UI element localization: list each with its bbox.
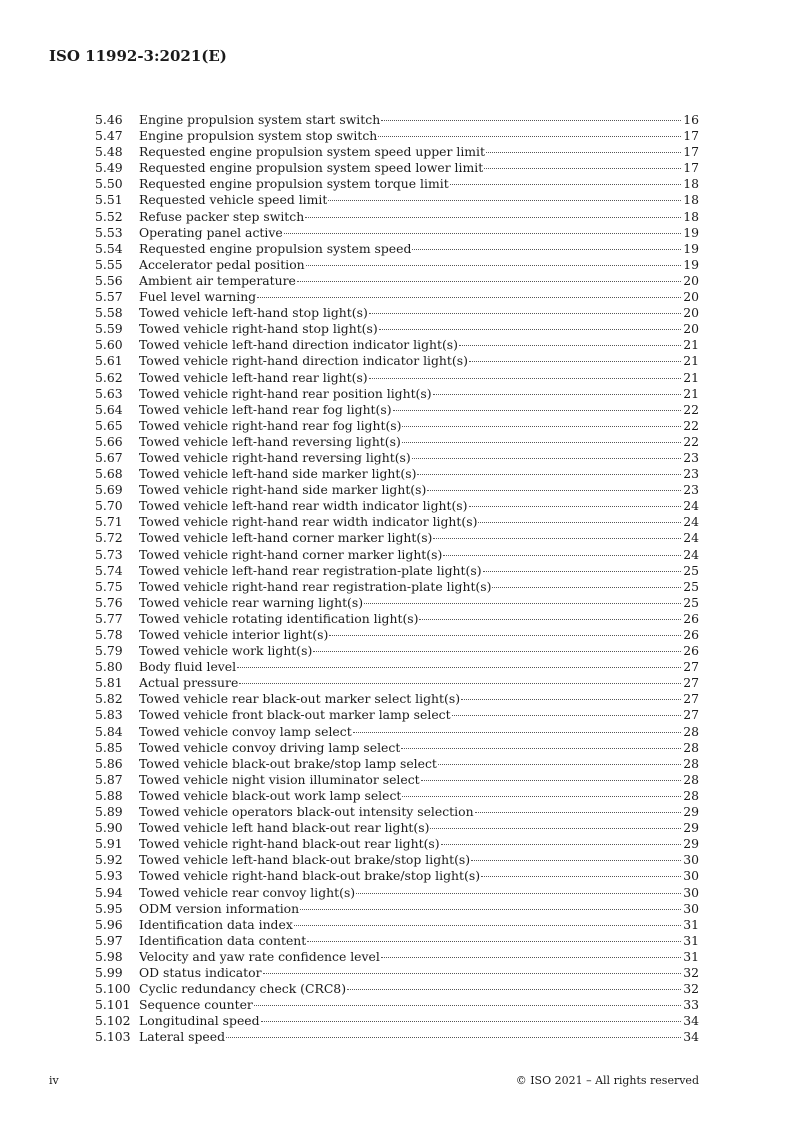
toc-entry[interactable] [95,418,699,434]
toc-entry-title: Towed vehicle right-hand rear registration-plate light(s) [139,578,492,594]
toc-entry-page: 34 [683,1029,699,1045]
toc-entry[interactable] [95,434,699,450]
toc-dot-leader [483,571,682,572]
toc-entry[interactable] [95,611,699,627]
toc-entry-page: 20 [683,321,699,337]
toc-entry-page: 18 [683,176,699,192]
toc-entry-title: Requested engine propulsion system speed [139,240,412,256]
toc-entry-title: Towed vehicle right-hand rear fog light(s) [139,417,402,433]
toc-dot-leader [307,941,681,942]
toc-entry-page: 19 [683,256,699,272]
toc-entry-page: 30 [683,852,699,868]
toc-entry-title: Towed vehicle black-out brake/stop lamp select [139,755,437,771]
toc-dot-leader [402,426,681,427]
toc-entry-title: Velocity and yaw rate confidence level [139,948,380,964]
toc-entry[interactable] [95,1029,699,1045]
toc-entry[interactable] [95,691,699,707]
toc-entry-page: 21 [683,385,699,401]
toc-entry-title: Towed vehicle right-hand corner marker light(s) [139,546,443,562]
toc-entry-title: Operating panel active [139,224,283,240]
toc-dot-leader [369,313,681,314]
toc-entry-page: 27 [683,691,699,707]
toc-dot-leader [443,555,681,556]
toc-entry-number: 5.65 [95,417,123,433]
toc-entry-number: 5.100 [95,981,131,997]
toc-dot-leader [356,893,681,894]
toc-entry-number: 5.61 [95,353,123,369]
toc-entry-title: Towed vehicle left-hand rear light(s) [139,369,368,385]
toc-entry[interactable] [95,885,699,901]
toc-entry-page: 29 [683,836,699,852]
toc-entry-title: Towed vehicle rear black-out marker select light(s) [139,691,461,707]
toc-entry-title: Towed vehicle left-hand reversing light(s) [139,433,401,449]
toc-entry[interactable] [95,209,699,225]
toc-entry[interactable] [95,997,699,1013]
toc-dot-leader [452,715,682,716]
toc-entry-number: 5.93 [95,868,123,884]
toc-entry-page: 24 [683,546,699,562]
toc-entry-page: 29 [683,820,699,836]
toc-entry-title: Towed vehicle operators black-out intensity selection [139,804,474,820]
toc-entry[interactable] [95,547,699,563]
toc-entry-page: 18 [683,208,699,224]
toc-dot-leader [471,860,681,861]
toc-entry-number: 5.88 [95,787,123,803]
footer-page-number: iv [49,1074,59,1087]
toc-entry-page: 26 [683,643,699,659]
toc-entry[interactable] [95,402,699,418]
toc-entry-title: Towed vehicle convoy lamp select [139,723,352,739]
toc-dot-leader [261,1021,682,1022]
toc-entry-title: Towed vehicle work light(s) [139,643,313,659]
toc-entry-page: 28 [683,771,699,787]
toc-entry-number: 5.78 [95,627,123,642]
toc-entry[interactable] [95,788,699,804]
toc-entry-number: 5.85 [95,739,123,755]
toc-entry[interactable] [95,707,699,723]
toc-entry-title: Actual pressure [139,675,239,691]
toc-entry[interactable] [95,337,699,353]
toc-entry-number: 5.77 [95,610,123,626]
toc-entry-number: 5.66 [95,433,123,449]
toc-dot-leader [469,506,682,507]
toc-entry-title: Towed vehicle left-hand side marker light(s) [139,466,417,482]
toc-entry[interactable] [95,675,699,691]
toc-entry[interactable] [95,192,699,208]
toc-entry-page: 19 [683,224,699,240]
toc-dot-leader [294,925,681,926]
toc-entry-title: Towed vehicle rear convoy light(s) [139,884,356,900]
toc-entry-title: Towed vehicle left-hand rear fog light(s) [139,401,392,417]
toc-entry[interactable] [95,514,699,530]
toc-entry-page: 17 [683,144,699,160]
toc-dot-leader [402,796,681,797]
toc-entry-page: 22 [683,401,699,417]
toc-entry-page: 21 [683,369,699,385]
toc-entry-number: 5.75 [95,578,123,594]
toc-entry-page: 25 [683,594,699,610]
toc-entry-number: 5.46 [95,112,123,127]
toc-entry-title: Towed vehicle right-hand rear width indicator light(s) [139,514,478,530]
toc-entry[interactable] [95,386,699,402]
toc-entry[interactable] [95,498,699,514]
toc-entry-number: 5.64 [95,401,123,417]
toc-entry-number: 5.101 [95,997,131,1013]
toc-entry-page: 24 [683,514,699,530]
toc-entry-page: 27 [683,675,699,691]
toc-entry-page: 23 [683,466,699,482]
toc-entry-number: 5.58 [95,305,123,321]
toc-entry-number: 5.76 [95,594,123,610]
toc-entry-page: 28 [683,739,699,755]
toc-entry-page: 32 [683,981,699,997]
toc-entry-page: 20 [683,289,699,305]
toc-entry-number: 5.56 [95,272,123,288]
toc-entry-title: Requested vehicle speed limit [139,192,328,208]
toc-entry-page: 21 [683,337,699,353]
toc-entry-title: Towed vehicle rear warning light(s) [139,594,364,610]
toc-entry-number: 5.72 [95,530,123,546]
toc-dot-leader [486,152,681,153]
toc-entry[interactable] [95,740,699,756]
toc-entry-number: 5.51 [95,192,123,208]
toc-entry-title: OD status indicator [139,964,262,980]
toc-entry[interactable] [95,466,699,482]
toc-entry-number: 5.54 [95,240,123,256]
toc-entry[interactable] [95,901,699,917]
toc-entry-number: 5.99 [95,964,123,980]
toc-entry-number: 5.50 [95,176,123,192]
toc-entry-title: Identification data content [139,932,307,948]
toc-dot-leader [353,732,682,733]
toc-dot-leader [459,345,681,346]
toc-entry-title: Lateral speed [139,1029,226,1045]
toc-dot-leader [379,329,682,330]
toc-entry[interactable] [95,305,699,321]
toc-entry-page: 31 [683,932,699,948]
toc-entry-page: 27 [683,707,699,723]
toc-dot-leader [433,538,681,539]
toc-entry-title: Body fluid level [139,659,237,675]
toc-entry-number: 5.97 [95,932,123,948]
toc-dot-leader [419,619,681,620]
toc-dot-leader [393,410,682,411]
toc-entry-number: 5.89 [95,804,123,820]
toc-entry-number: 5.84 [95,723,123,739]
toc-entry-title: Towed vehicle front black-out marker lamp select [139,707,451,723]
toc-entry-number: 5.86 [95,755,123,771]
toc-entry-page: 20 [683,272,699,288]
toc-entry-title: Towed vehicle right-hand reversing light(s) [139,449,411,465]
toc-entry[interactable] [95,370,699,386]
toc-entry-page: 31 [683,948,699,964]
toc-entry-number: 5.80 [95,659,123,675]
toc-entry-number: 5.60 [95,337,123,353]
toc-entry[interactable] [95,353,699,369]
toc-entry-number: 5.62 [95,369,123,385]
toc-dot-leader [306,265,682,266]
toc-entry-title: Towed vehicle right-hand direction indicator light(s) [139,353,468,369]
footer-copyright: © ISO 2021 – All rights reserved [515,1074,699,1087]
toc-entry-number: 5.63 [95,385,123,401]
toc-entry[interactable] [95,659,699,675]
toc-entry-page: 18 [683,192,699,208]
toc-entry[interactable] [95,563,699,579]
toc-entry-page: 17 [683,160,699,176]
toc-dot-leader [475,812,682,813]
page-footer [49,1074,699,1087]
toc-entry-page: 25 [683,562,699,578]
toc-dot-leader [300,909,681,910]
toc-entry-page: 26 [683,610,699,626]
toc-dot-leader [237,667,681,668]
toc-dot-leader [417,474,681,475]
toc-entry[interactable] [95,772,699,788]
toc-dot-leader [239,683,681,684]
toc-entry-number: 5.48 [95,144,123,160]
toc-entry-title: Accelerator pedal position [139,256,305,272]
toc-dot-leader [329,635,681,636]
toc-entry-title: Refuse packer step switch [139,208,305,224]
toc-entry-title: Towed vehicle left-hand stop light(s) [139,305,368,321]
toc-dot-leader [450,184,682,185]
toc-entry-number: 5.95 [95,900,123,916]
toc-entry-title: Sequence counter [139,997,253,1013]
toc-entry[interactable] [95,128,699,144]
toc-entry[interactable] [95,482,699,498]
toc-entry-page: 27 [683,659,699,675]
toc-entry-number: 5.55 [95,256,123,272]
toc-dot-leader [402,442,681,443]
toc-entry-page: 16 [683,112,699,127]
toc-dot-leader [412,249,681,250]
toc-entry-page: 30 [683,884,699,900]
toc-entry-number: 5.92 [95,852,123,868]
toc-entry-title: Ambient air temperature [139,272,296,288]
toc-entry-title: Towed vehicle night vision illuminator select [139,771,420,787]
toc-dot-leader [381,957,681,958]
toc-entry[interactable] [95,981,699,997]
toc-entry-title: Towed vehicle right-hand black-out rear light(s) [139,836,440,852]
toc-entry-page: 28 [683,787,699,803]
toc-entry-title: Longitudinal speed [139,1013,260,1029]
toc-entry-title: Cyclic redundancy check (CRC8) [139,981,347,997]
toc-entry-title: Towed vehicle interior light(s) [139,627,329,642]
toc-entry-title: Towed vehicle right-hand rear position light(s) [139,385,432,401]
toc-entry-title: Towed vehicle left-hand corner marker light(s) [139,530,433,546]
toc-entry[interactable] [95,530,699,546]
toc-entry-number: 5.91 [95,836,123,852]
toc-entry-page: 29 [683,804,699,820]
toc-dot-leader [433,394,682,395]
toc-entry-title: Requested engine propulsion system speed upper limit [139,144,485,160]
toc-entry-page: 20 [683,305,699,321]
toc-entry[interactable] [95,949,699,965]
toc-entry-title: Towed vehicle right-hand stop light(s) [139,321,378,337]
toc-entry-page: 23 [683,482,699,498]
toc-entry-number: 5.79 [95,643,123,659]
toc-entry-page: 30 [683,900,699,916]
toc-dot-leader [305,217,681,218]
toc-dot-leader [481,876,681,877]
toc-entry-title: Engine propulsion system stop switch [139,128,378,144]
toc-entry[interactable] [95,257,699,273]
toc-entry-number: 5.90 [95,820,123,836]
toc-dot-leader [484,168,681,169]
toc-entry-title: Requested engine propulsion system speed lower limit [139,160,484,176]
toc-entry[interactable] [95,868,699,884]
document-header-title: ISO 11992-3:2021(E) [49,47,227,65]
toc-dot-leader [257,297,681,298]
toc-dot-leader [328,200,681,201]
toc-dot-leader [438,764,681,765]
toc-dot-leader [313,651,681,652]
toc-dot-leader [441,844,682,845]
toc-dot-leader [412,458,681,459]
toc-entry-title: Fuel level warning [139,289,257,305]
toc-entry[interactable] [95,724,699,740]
toc-entry-page: 17 [683,128,699,144]
toc-entry-title: Requested engine propulsion system torque limit [139,176,449,192]
toc-entry[interactable] [95,756,699,772]
toc-entry-number: 5.73 [95,546,123,562]
toc-entry[interactable] [95,627,699,643]
toc-entry-number: 5.68 [95,466,123,482]
toc-dot-leader [430,828,681,829]
toc-entry[interactable] [95,160,699,176]
toc-entry-title: Towed vehicle rotating identification light(s) [139,610,419,626]
toc-dot-leader [226,1037,681,1038]
toc-entry-page: 26 [683,627,699,642]
toc-entry-title: Towed vehicle left-hand direction indicator light(s) [139,337,459,353]
toc-entry-number: 5.81 [95,675,123,691]
toc-entry-number: 5.103 [95,1029,131,1045]
toc-entry[interactable] [95,241,699,257]
toc-dot-leader [263,973,682,974]
toc-dot-leader [461,699,681,700]
toc-entry-title: Towed vehicle left-hand black-out brake/stop light(s) [139,852,471,868]
toc-dot-leader [254,1005,681,1006]
toc-dot-leader [478,522,681,523]
toc-entry-page: 30 [683,868,699,884]
toc-entry[interactable] [95,820,699,836]
toc-entry-page: 24 [683,530,699,546]
toc-entry-page: 22 [683,417,699,433]
toc-entry-number: 5.74 [95,562,123,578]
toc-dot-leader [469,361,681,362]
toc-entry-number: 5.102 [95,1013,131,1029]
toc-entry-page: 28 [683,723,699,739]
toc-entry[interactable] [95,289,699,305]
toc-entry-page: 25 [683,578,699,594]
toc-dot-leader [492,587,681,588]
toc-entry[interactable] [95,450,699,466]
toc-dot-leader [347,989,681,990]
toc-entry-number: 5.83 [95,707,123,723]
toc-dot-leader [381,120,681,121]
toc-entry-number: 5.59 [95,321,123,337]
toc-entry-page: 23 [683,449,699,465]
toc-entry-number: 5.53 [95,224,123,240]
toc-entry[interactable] [95,917,699,933]
toc-entry-title: Towed vehicle right-hand black-out brake/stop light(s) [139,868,481,884]
toc-entry-page: 21 [683,353,699,369]
toc-entry-title: Towed vehicle left-hand rear width indicator light(s) [139,498,468,514]
toc-dot-leader [284,233,682,234]
toc-entry-number: 5.87 [95,771,123,787]
toc-entry-number: 5.49 [95,160,123,176]
toc-entry-title: Towed vehicle black-out work lamp select [139,787,402,803]
toc-entry-page: 19 [683,240,699,256]
toc-dot-leader [378,136,681,137]
toc-entry[interactable] [95,1013,699,1029]
toc-entry-number: 5.52 [95,208,123,224]
toc-entry[interactable] [95,144,699,160]
toc-entry[interactable] [95,643,699,659]
toc-dot-leader [421,780,682,781]
toc-entry-number: 5.98 [95,948,123,964]
toc-entry[interactable] [95,273,699,289]
toc-entry-title: Identification data index [139,916,293,932]
toc-entry[interactable] [95,176,699,192]
toc-entry-title: Towed vehicle left-hand rear registration-plate light(s) [139,562,482,578]
toc-dot-leader [364,603,681,604]
toc-entry[interactable] [95,225,699,241]
toc-entry-number: 5.69 [95,482,123,498]
table-of-contents [95,112,699,1045]
toc-entry-number: 5.47 [95,128,123,144]
toc-dot-leader [427,490,681,491]
toc-entry[interactable] [95,836,699,852]
toc-entry[interactable] [95,804,699,820]
toc-entry-page: 24 [683,498,699,514]
toc-entry[interactable] [95,321,699,337]
toc-dot-leader [297,281,681,282]
toc-entry-page: 31 [683,916,699,932]
toc-entry-number: 5.67 [95,449,123,465]
toc-entry-number: 5.70 [95,498,123,514]
toc-entry-page: 34 [683,1013,699,1029]
toc-entry-title: Towed vehicle left hand black-out rear light(s) [139,820,430,836]
toc-entry-number: 5.82 [95,691,123,707]
toc-entry-page: 33 [683,997,699,1013]
toc-entry-page: 22 [683,433,699,449]
toc-entry-page: 28 [683,755,699,771]
toc-entry[interactable] [95,579,699,595]
toc-entry-title: Engine propulsion system start switch [139,112,381,127]
toc-entry-title: ODM version information [139,900,300,916]
toc-entry-title: Towed vehicle convoy driving lamp select [139,739,401,755]
toc-dot-leader [369,378,682,379]
toc-entry-number: 5.71 [95,514,123,530]
toc-entry-number: 5.96 [95,916,123,932]
toc-entry[interactable] [95,595,699,611]
toc-entry[interactable] [95,965,699,981]
toc-entry[interactable] [95,852,699,868]
toc-dot-leader [401,748,681,749]
toc-entry-number: 5.57 [95,289,123,305]
toc-entry-page: 32 [683,964,699,980]
toc-entry[interactable] [95,112,699,128]
toc-entry-title: Towed vehicle right-hand side marker light(s) [139,482,427,498]
toc-entry[interactable] [95,933,699,949]
toc-entry-number: 5.94 [95,884,123,900]
